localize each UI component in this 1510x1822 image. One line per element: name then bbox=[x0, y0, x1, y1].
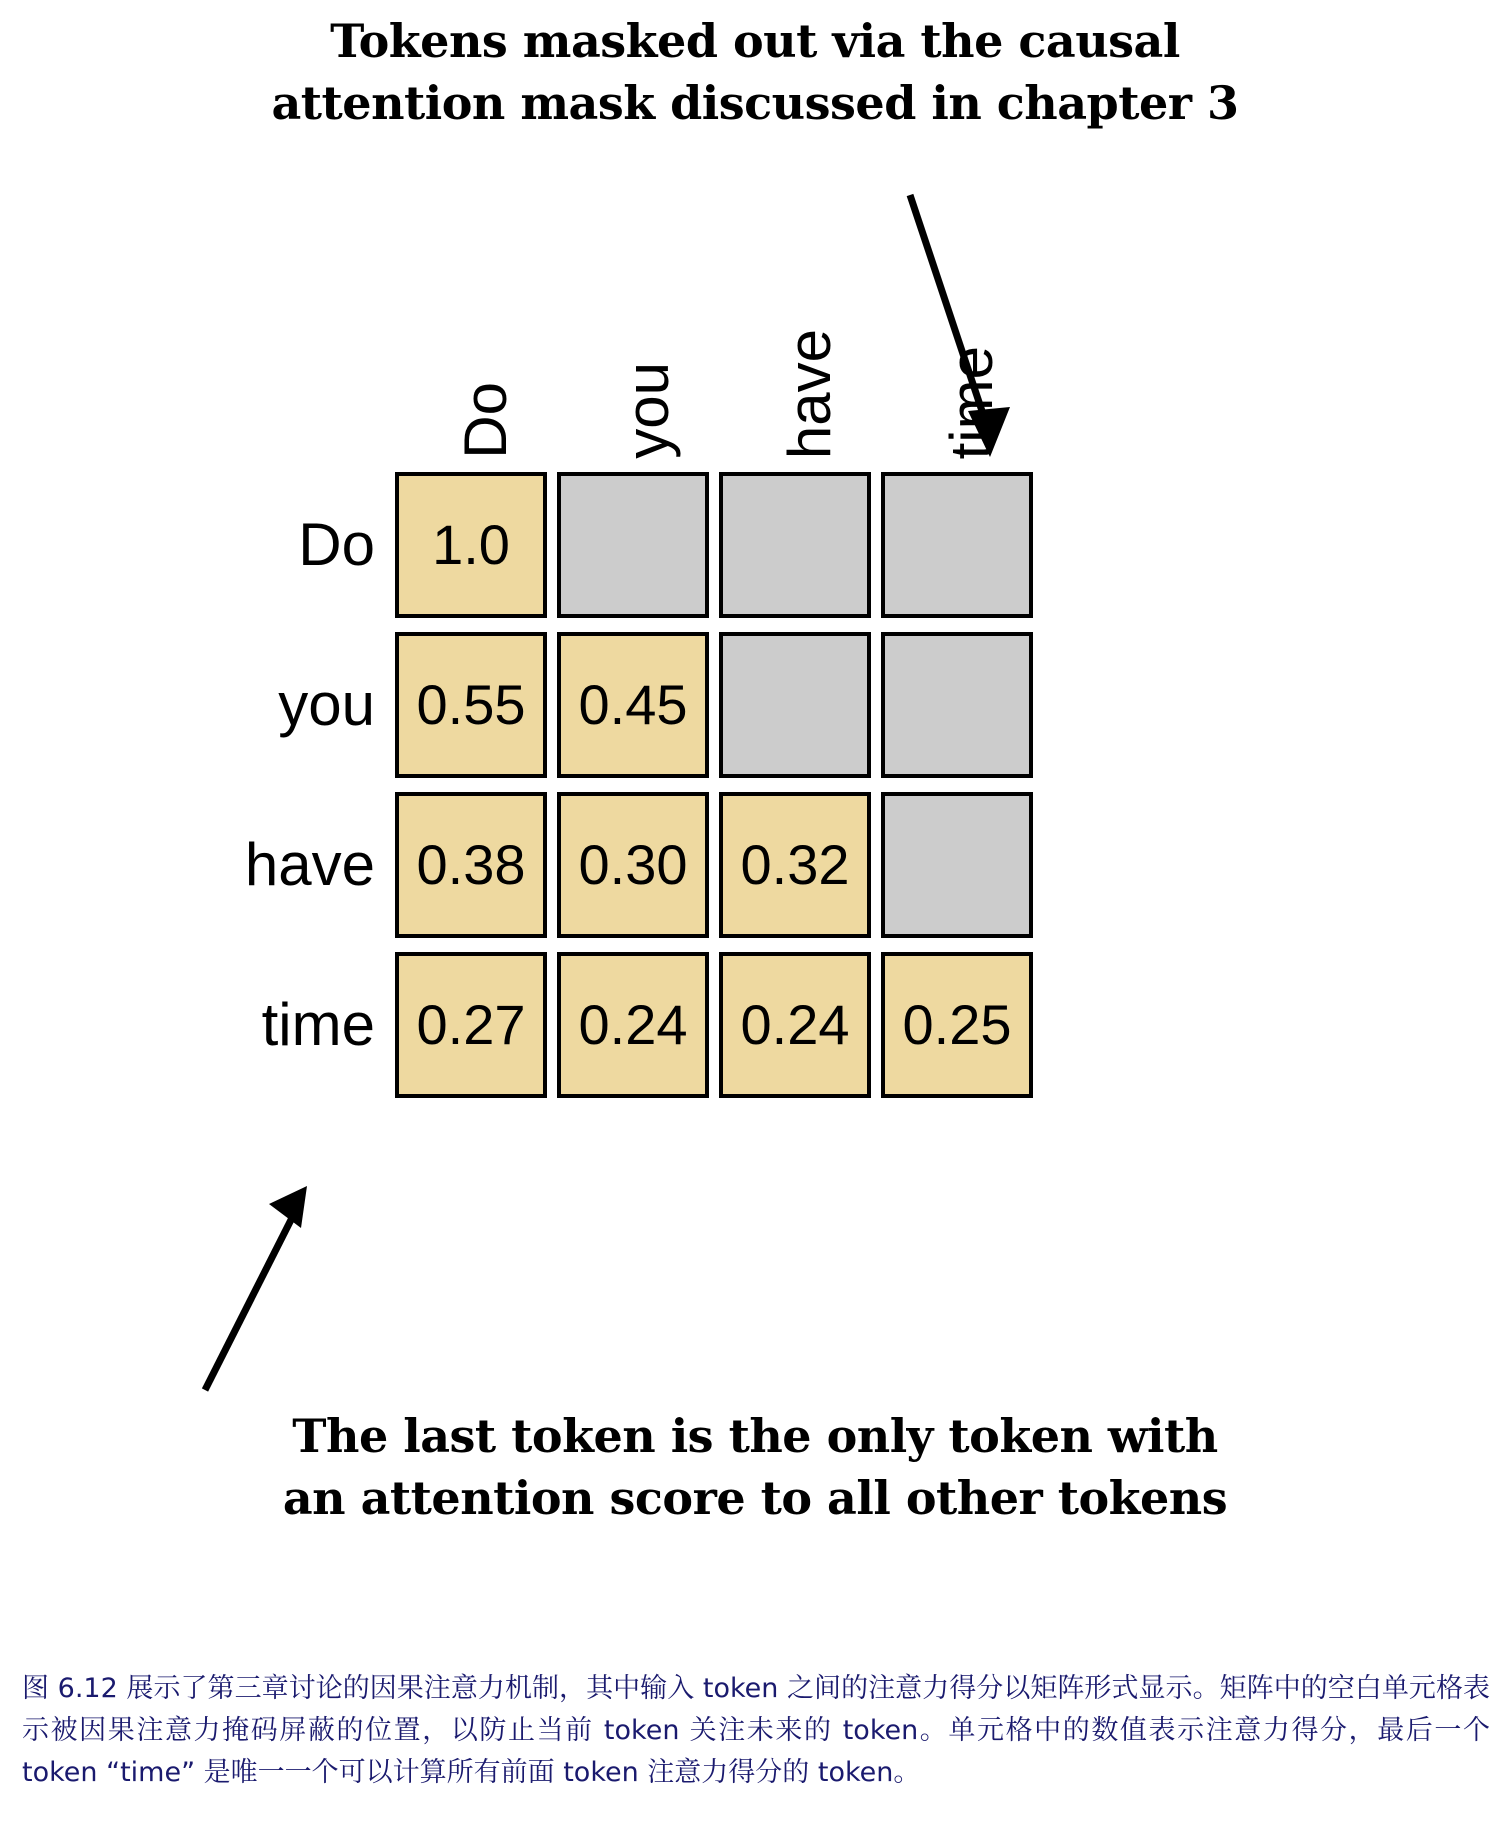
last-token-annotation-line-1: The last token is the only token with bbox=[292, 1409, 1218, 1463]
bottom-annotation-arrow bbox=[195, 1180, 325, 1400]
last-token-annotation bbox=[0, 1405, 1510, 1529]
matrix-cell-do-time bbox=[881, 472, 1033, 618]
matrix-cell-have-you: 0.30 bbox=[557, 792, 709, 938]
matrix-cell-do-you bbox=[557, 472, 709, 618]
matrix-cell-time-you: 0.24 bbox=[557, 952, 709, 1098]
figure-caption: 图 6.12 展示了第三章讨论的因果注意力机制，其中输入 token 之间的注意力得分以矩阵形式显示。矩阵中的空白单元格表示被因果注意力掩码屏蔽的位置，以防止当前 token 关注未来的 token。单元格中的数值表示注意力得分，最后一个 token “time” 是唯一一个可以计算所有前面 token 注意力得分的 token。 bbox=[22, 1673, 1490, 1788]
matrix-cell-you-you: 0.45 bbox=[557, 632, 709, 778]
row-label-do: Do bbox=[298, 511, 375, 578]
matrix-cell-do-have bbox=[719, 472, 871, 618]
column-headers bbox=[395, 260, 1135, 465]
matrix-row bbox=[278, 625, 1135, 785]
column-header-have: have bbox=[776, 328, 843, 459]
column-header-time: time bbox=[938, 345, 1005, 459]
causal-mask-annotation bbox=[0, 10, 1510, 134]
matrix-cell-time-do: 0.27 bbox=[395, 952, 547, 1098]
row-label-time: time bbox=[261, 991, 375, 1058]
matrix-row bbox=[298, 465, 1135, 625]
matrix-row bbox=[244, 785, 1135, 945]
matrix-grid bbox=[244, 465, 1135, 1105]
matrix-row bbox=[261, 945, 1135, 1105]
matrix-cell-you-time bbox=[881, 632, 1033, 778]
matrix-cell-time-have: 0.24 bbox=[719, 952, 871, 1098]
matrix-cell-you-have bbox=[719, 632, 871, 778]
causal-mask-annotation-line-2: attention mask discussed in chapter 3 bbox=[271, 76, 1239, 131]
matrix-cell-time-time: 0.25 bbox=[881, 952, 1033, 1098]
causal-mask-annotation-line-1: Tokens masked out via the causal bbox=[330, 14, 1180, 68]
last-token-annotation-line-2: an attention score to all other tokens bbox=[282, 1471, 1228, 1526]
matrix-cell-you-do: 0.55 bbox=[395, 632, 547, 778]
column-header-do: Do bbox=[452, 382, 519, 459]
column-header-you: you bbox=[614, 362, 681, 459]
row-label-you: you bbox=[278, 671, 375, 738]
row-label-have: have bbox=[244, 831, 375, 898]
matrix-cell-have-time bbox=[881, 792, 1033, 938]
matrix-cell-do-do: 1.0 bbox=[395, 472, 547, 618]
attention-matrix bbox=[244, 260, 1135, 1105]
matrix-cell-have-have: 0.32 bbox=[719, 792, 871, 938]
matrix-cell-have-do: 0.38 bbox=[395, 792, 547, 938]
